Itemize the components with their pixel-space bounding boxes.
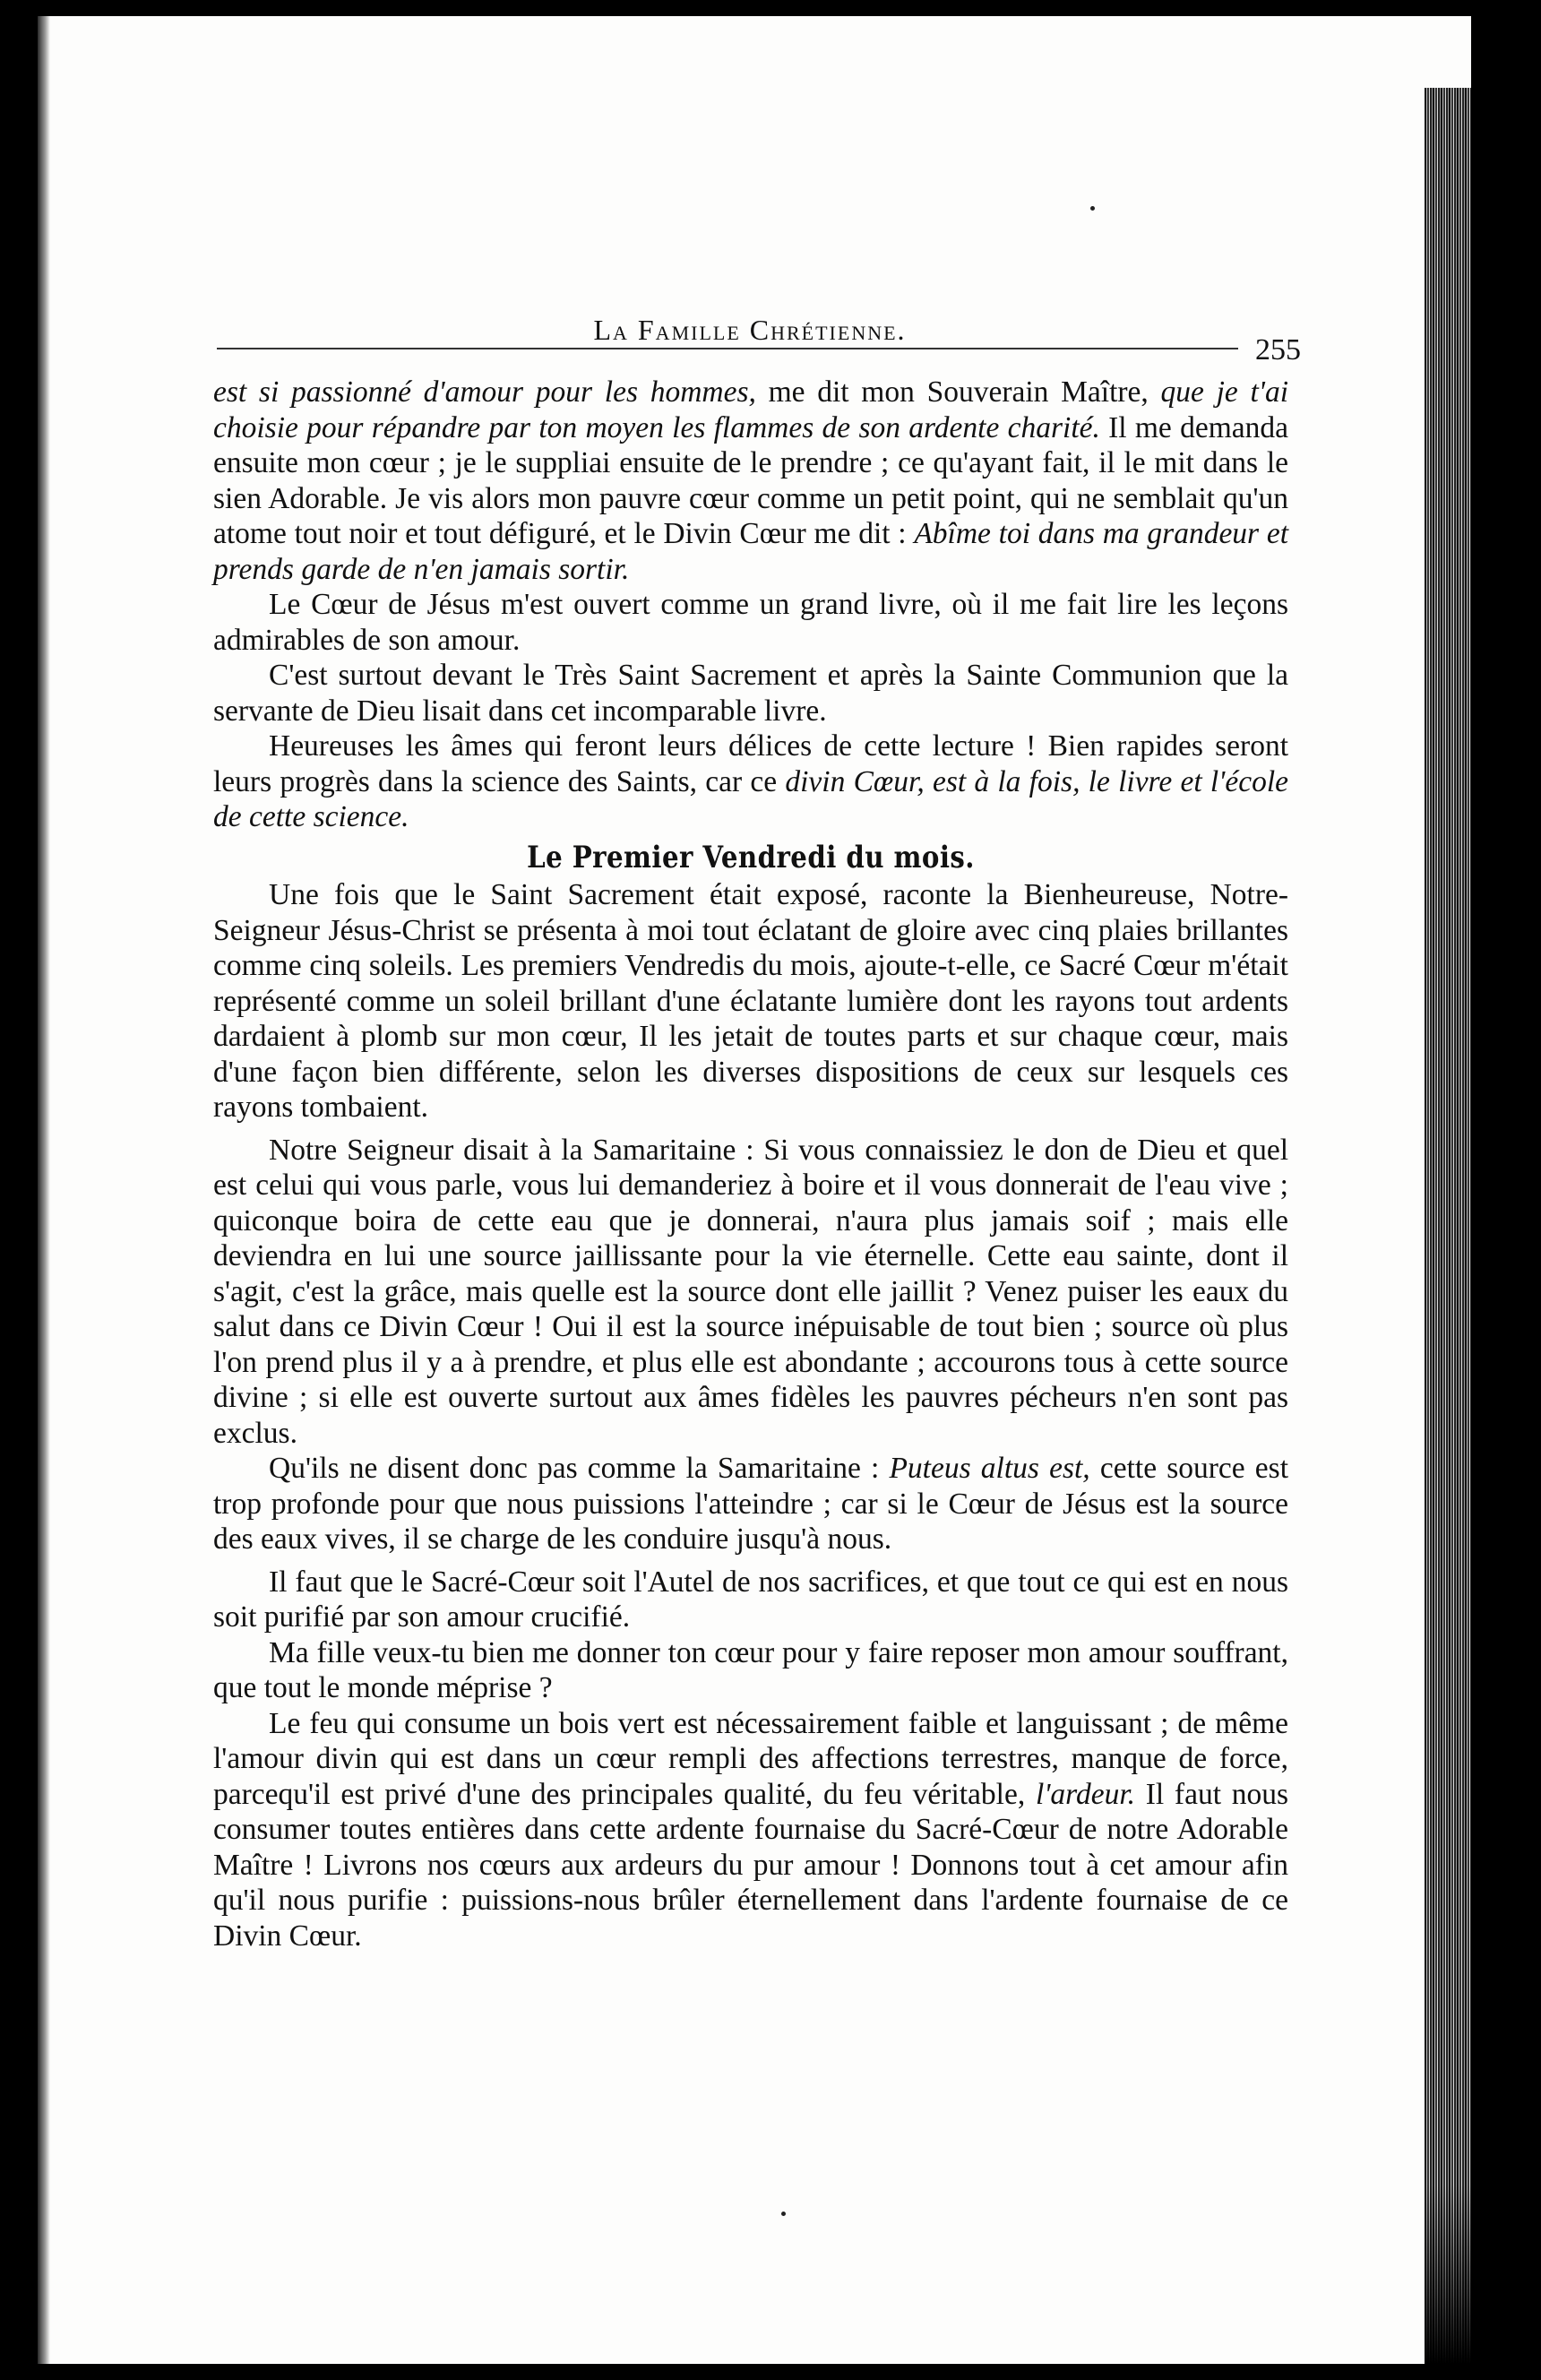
paragraph: Une fois que le Saint Sacrement était exposé, raconte la Bienheureuse, Notre-Seigneur Jésus-Christ se présenta à moi tout éclatant de gloire avec cinq plaies brillantes comme cinq soleils. Les premiers Vendredis du mois, ajoute-t-elle, ce Sacré Cœur m'était représenté comme un soleil brillant d'une éclatante lumière dont les rayons tout ardents dardaient à plomb sur mon cœur, Il les jetait de toutes parts et sur chaque cœur, mais d'une façon bien différente, selon les diverses dispositions de ceux sur lesquels ces rayons tombaient. (213, 878, 1288, 1124)
page-number: 255 (1255, 333, 1301, 366)
speck-mark (781, 2212, 786, 2216)
page-gutter-shadow (38, 16, 50, 2364)
page-stack-shadow (1425, 2185, 1471, 2364)
paragraph: Heureuses les âmes qui feront leurs délices de cette lecture ! Bien rapides seront leurs progrès dans la science des Saints, car ce divin Cœur, est à la fois, le livre et l'école de cette science. (213, 729, 1288, 833)
italic-phrase: est si passionné d'amour pour les hommes, (213, 375, 756, 409)
paragraph: Le feu qui consume un bois vert est nécessairement faible et languissant ; de même l'amour divin qui est dans un cœur rempli des affections terrestres, manque de force, parcequ'il est privé d'une des principales qualité, du feu véritable, l'ardeur. Il faut nous consumer toutes entières dans cette ardente fournaise du Sacré-Cœur de notre Adorable Maître ! Livrons nos cœurs aux ardeurs du pur amour ! Donnons tout à cet amour afin qu'il nous purifie : puissions-nous brûler éternellement dans l'ardente fournaise de ce Divin Cœur. (213, 1706, 1289, 1953)
running-title: La Famille Chrétienne. (593, 314, 907, 346)
paragraph: Notre Seigneur disait à la Samaritaine : Si vous connaissiez le don de Dieu et quel est celui qui vous parle, vous lui demanderiez à boire et il vous donnerait de l'eau vive ; quiconque boira de cette eau que je donnerai, n'aura plus jamais soif ; mais elle deviendra en lui une source jaillissante pour la vie éternelle. Cette eau sainte, dont il s'agit, c'est la grâce, mais quelle est la source dont elle jaillit ? Venez puiser les eaux du salut dans ce Divin Cœur ! Oui il est la source inépuisable de tout bien ; source où plus l'on prend plus il y a à prendre, et plus elle est abondante ; accourons tous à cette source divine ; si elle est ouverte surtout aux âmes fidèles les pauvres pécheurs n'en sont pas exclus. (213, 1133, 1288, 1450)
italic-phrase: l'ardeur. (1035, 1777, 1136, 1811)
page-body (213, 375, 1288, 1953)
page-stack-edges (1425, 88, 1471, 2364)
book-page (38, 16, 1471, 2364)
paragraph: Il faut que le Sacré-Cœur soit l'Autel de nos sacrifices, et que tout ce qui est en nous soit purifié par son amour crucifié. (213, 1565, 1288, 1634)
paragraph: Qu'ils ne disent donc pas comme la Samaritaine : Puteus altus est, cette source est trop profonde pour que nous puissions l'atteindre ; car si le Cœur de Jésus est la source des eaux vives, il se charge de les conduire jusqu'à nous. (213, 1452, 1288, 1556)
speck-mark (1090, 206, 1095, 211)
paragraph: Le Cœur de Jésus m'est ouvert comme un grand livre, où il me fait lire les leçons admirables de son amour. (213, 588, 1288, 657)
section-heading: Le Premier Vendredi du mois. (527, 839, 975, 875)
italic-phrase: Puteus altus est, (889, 1452, 1090, 1485)
paragraph: Ma fille veux-tu bien me donner ton cœur pour y faire reposer mon amour souffrant, que tout le monde méprise ? (213, 1635, 1288, 1704)
italic-phrase: divin Cœur, est à la fois, le livre et l'école de cette science. (213, 764, 1288, 833)
page-header (199, 305, 1301, 376)
paragraph: C'est surtout devant le Très Saint Sacrement et après la Sainte Communion que la servante de Dieu lisait dans cet incomparable livre. (213, 659, 1288, 728)
paragraph: est si passionné d'amour pour les hommes, me dit mon Souverain Maître, que je t'ai choisie pour répandre par ton moyen les flammes de son ardente charité. Il me demanda ensuite mon cœur ; je le suppliai ensuite de le prendre ; ce qu'ayant fait, il le mit dans le sien Adorable. Je vis alors mon pauvre cœur comme un petit point, qui ne semblait qu'un atome tout noir et tout défiguré, et le Divin Cœur me dit : Abîme toi dans ma grandeur et prends garde de n'en jamais sortir. (213, 375, 1289, 586)
header-rule (217, 348, 1238, 349)
italic-phrase: Abîme toi dans ma grandeur et prends garde de n'en jamais sortir. (213, 517, 1288, 586)
italic-phrase: que je t'ai choisie pour répandre par ton moyen les flammes de son ardente charité. (213, 375, 1289, 444)
